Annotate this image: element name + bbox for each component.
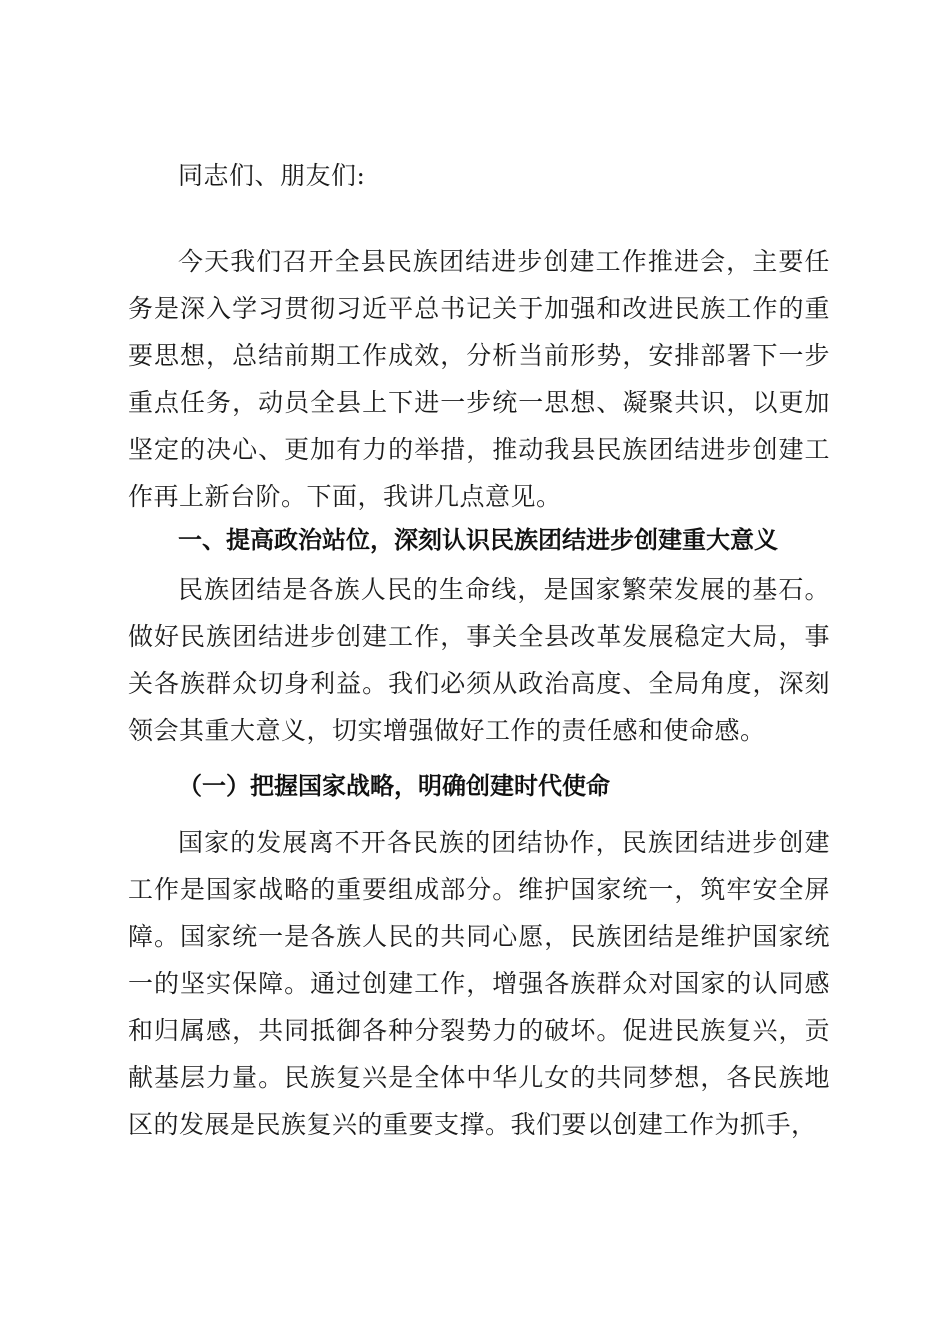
subsection-1-heading: （一）把握国家战略，明确创建时代使命 <box>178 772 610 800</box>
section-1-heading: 一、提高政治站位，深刻认识民族团结进步创建重大意义 <box>178 526 778 554</box>
intro-paragraph: 今天我们召开全县民族团结进步创建工作推进会，主要任务是深入学习贯彻习近平总书记关于加强和改进民族工作的重要思想，总结前期工作成效，分析当前形势，安排部署下一步重点任务，动员全县上下进一步统一思想、凝聚共识，以更加坚定的决心、更加有力的举措，推动我县民族团结进步创建工作再上新台阶。下面，我讲几点意见。 <box>128 247 830 511</box>
greeting: 同志们、朋友们: <box>178 161 366 190</box>
section-1-paragraph: 民族团结是各族人民的生命线，是国家繁荣发展的基石。做好民族团结进步创建工作，事关全县改革发展稳定大局，事关各族群众切身利益。我们必须从政治高度、全局角度，深刻领会其重大意义，切实增强做好工作的责任感和使命感。 <box>128 575 830 745</box>
subsection-1-paragraph: 国家的发展离不开各民族的团结协作，民族团结进步创建工作是国家战略的重要组成部分。维护国家统一，筑牢安全屏障。国家统一是各族人民的共同心愿，民族团结是维护国家统一的坚实保障。通过创建工作，增强各族群众对国家的认同感和归属感，共同抵御各种分裂势力的破坏。促进民族复兴，贡献基层力量。民族复兴是全体中华儿女的共同梦想，各民族地区的发展是民族复兴的重要支撑。我们要以创建工作为抓手， <box>128 828 830 1139</box>
